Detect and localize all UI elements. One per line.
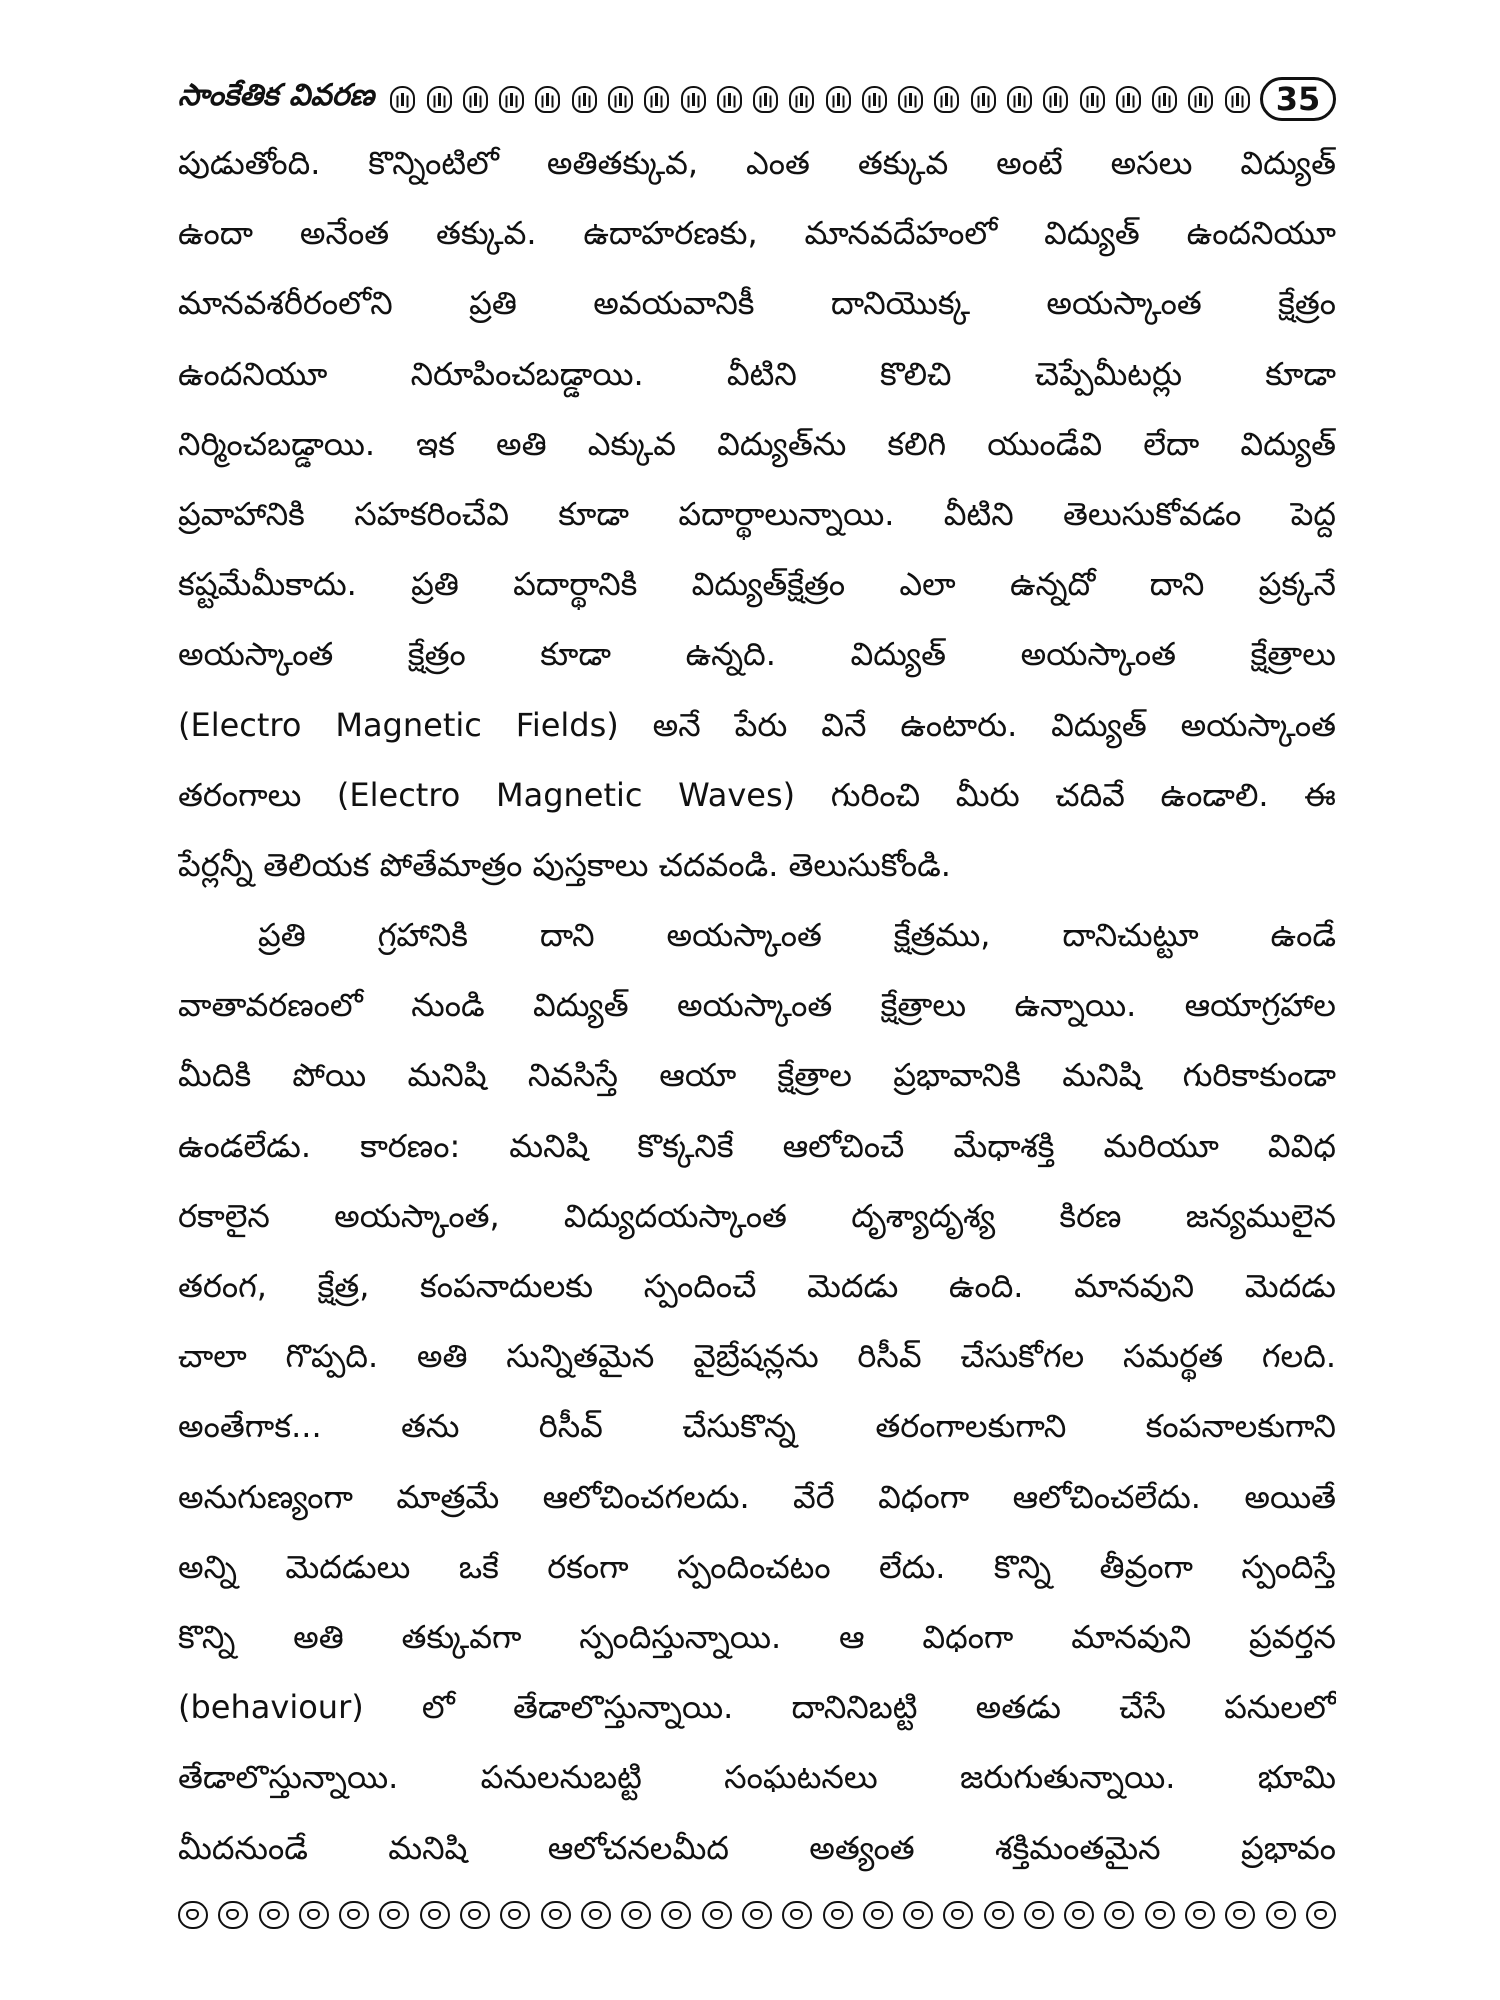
leaf-ornament-icon [1152,86,1177,113]
text-line: పేర్లన్నీ తెలియక పోతేమాత్రం పుస్తకాలు చదవండి. తెలుసుకోండి. [178,845,951,884]
text-line: తరంగ, క్షేత్ర, కంపనాదులకు స్పందించే మెదడు ఉంది. మానవుని మెదడు [178,1267,1336,1305]
heart-ornament-icon [218,1901,248,1929]
leaf-ornament-icon [1080,86,1105,113]
leaf-ornament-icon [1007,86,1032,113]
text-line: ఉండలేడు. కారణం: మనిషి కొక్కనికే ఆలోచించే మేధాశక్తి మరియూ వివిధ [178,1126,1336,1165]
heart-ornament-icon [299,1901,329,1929]
header-ornament-band [390,86,1250,113]
leaf-ornament-icon [535,86,560,113]
leaf-ornament-icon [644,86,669,113]
page-body [178,128,1336,1883]
heart-ornament-icon [500,1901,530,1929]
heart-ornament-icon [420,1901,450,1929]
leaf-ornament-icon [826,86,851,113]
leaf-ornament-icon [862,86,887,113]
text-line: అన్ని మెదడులు ఒకే రకంగా స్పందించటం లేదు. కొన్ని తీవ్రంగా స్పందిస్తే [178,1547,1336,1586]
text-line: వాతావరణంలో నుండి విద్యుత్ అయస్కాంత క్షేత్రాలు ఉన్నాయి. ఆయాగ్రహాల [178,986,1336,1025]
heart-ornament-icon [259,1901,289,1929]
heart-ornament-icon [379,1901,409,1929]
heart-ornament-icon [460,1901,490,1929]
running-title: సాంకేతిక వివరణ [178,78,375,113]
leaf-ornament-icon [608,86,633,113]
text-line: మానవశరీరంలోని ప్రతి అవయవానికీ దానియొక్క అయస్కాంత క్షేత్రం [178,284,1336,323]
text-line: పుడుతోంది. కొన్నింటిలో అతితక్కువ, ఎంత తక్కువ అంటే అసలు విద్యుత్ [178,144,1336,182]
text-line: తరంగాలు (Electro Magnetic Waves) గురించి మీరు చదివే ఉండాలి. ఈ [178,775,1336,814]
heart-ornament-icon [581,1901,611,1929]
text-line: ఉందా అనేంత తక్కువ. ఉదాహరణకు, మానవదేహంలో విద్యుత్ ఉందనియూ [178,214,1336,253]
heart-ornament-icon [1185,1901,1215,1929]
heart-ornament-icon [984,1901,1014,1929]
leaf-ornament-icon [898,86,923,113]
page-header [178,68,1336,130]
leaf-ornament-icon [499,86,524,113]
text-line: మీదికి పోయి మనిషి నివసిస్తే ఆయా క్షేత్రాల ప్రభావానికి మనిషి గురికాకుండా [178,1056,1336,1095]
heart-ornament-icon [178,1901,208,1929]
text-line: ప్రతి గ్రహానికి దాని అయస్కాంత క్షేత్రము, దానిచుట్టూ ఉండే [258,916,1336,955]
leaf-ornament-icon [1043,86,1068,113]
heart-ornament-icon [1104,1901,1134,1929]
text-line: మీదనుండే మనిషి ఆలోచనలమీద అత్యంత శక్తిమంతమైన ప్రభావం [178,1828,1336,1867]
heart-ornament-icon [943,1901,973,1929]
leaf-ornament-icon [463,86,488,113]
heart-ornament-icon [661,1901,691,1929]
text-line: అయస్కాంత క్షేత్రం కూడా ఉన్నది. విద్యుత్ అయస్కాంత క్షేత్రాలు [178,635,1336,674]
leaf-ornament-icon [572,86,597,113]
heart-ornament-icon [1266,1901,1296,1929]
footer-ornament-band [178,1895,1336,1935]
text-line: నిర్మించబడ్డాయి. ఇక అతి ఎక్కువ విద్యుత్‌ను కలిగి యుండేవి లేదా విద్యుత్ [178,424,1336,463]
leaf-ornament-icon [390,86,415,113]
heart-ornament-icon [1064,1901,1094,1929]
leaf-ornament-icon [934,86,959,113]
leaf-ornament-icon [1225,86,1250,113]
leaf-ornament-icon [789,86,814,113]
text-line: రకాలైన అయస్కాంత, విద్యుదయస్కాంత దృశ్యాదృశ్య కిరణ జన్యములైన [178,1196,1336,1235]
leaf-ornament-icon [1116,86,1141,113]
text-line: కష్టమేమీకాదు. ప్రతి పదార్థానికి విద్యుత్‌క్షేత్రం ఎలా ఉన్నదో దాని ప్రక్కనే [178,565,1336,604]
page-number: 35 [1260,77,1336,121]
text-line: అంతేగాక... తను రిసీవ్ చేసుకొన్న తరంగాలకుగాని కంపనాలకుగాని [178,1407,1336,1446]
text-line: కొన్ని అతి తక్కువగా స్పందిస్తున్నాయి. ఆ విధంగా మానవుని ప్రవర్తన [178,1617,1336,1656]
heart-ornament-icon [1145,1901,1175,1929]
heart-ornament-icon [702,1901,732,1929]
text-line: ప్రవాహానికి సహకరించేవి కూడా పదార్థాలున్నాయి. వీటిని తెలుసుకోవడం పెద్ద [178,494,1336,533]
heart-ornament-icon [541,1901,571,1929]
heart-ornament-icon [1306,1901,1336,1929]
heart-ornament-icon [782,1901,812,1929]
leaf-ornament-icon [1188,86,1213,113]
heart-ornament-icon [1024,1901,1054,1929]
leaf-ornament-icon [753,86,778,113]
text-line: (behaviour) లో తేడాలొస్తున్నాయి. దానినిబట్టి అతడు చేసే పనులలో [178,1688,1336,1727]
heart-ornament-icon [1225,1901,1255,1929]
leaf-ornament-icon [427,86,452,113]
text-line: అనుగుణ్యంగా మాత్రమే ఆలోచించగలదు. వేరే విధంగా ఆలోచించలేదు. అయితే [178,1477,1336,1516]
heart-ornament-icon [823,1901,853,1929]
heart-ornament-icon [903,1901,933,1929]
heart-ornament-icon [742,1901,772,1929]
text-line: ఉందనియూ నిరూపించబడ్డాయి. వీటిని కొలిచి చెప్పేమీటర్లు కూడా [178,354,1336,393]
heart-ornament-icon [621,1901,651,1929]
leaf-ornament-icon [681,86,706,113]
heart-ornament-icon [339,1901,369,1929]
text-line: (Electro Magnetic Fields) అనే పేరు వినే ఉంటారు. విద్యుత్ అయస్కాంత [178,705,1336,744]
leaf-ornament-icon [717,86,742,113]
leaf-ornament-icon [971,86,996,113]
text-line: తేడాలొస్తున్నాయి. పనులనుబట్టి సంఘటనలు జరుగుతున్నాయి. భూమి [178,1758,1336,1797]
heart-ornament-icon [863,1901,893,1929]
text-line: చాలా గొప్పది. అతి సున్నితమైన వైబ్రేషన్లను రిసీవ్ చేసుకోగల సమర్థత గలది. [178,1337,1336,1376]
